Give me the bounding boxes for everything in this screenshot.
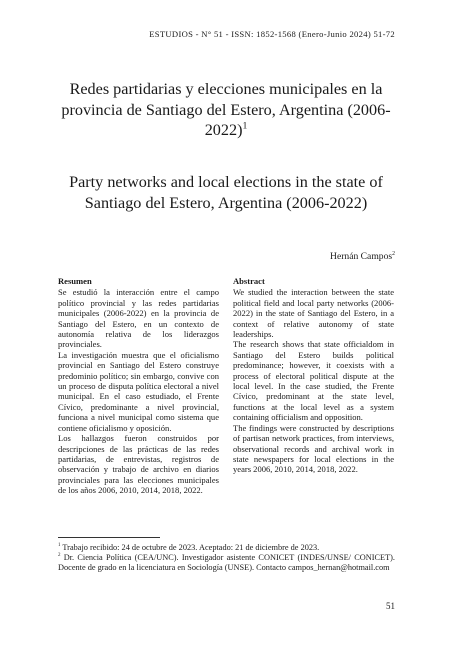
resumen-paragraph: Se estudió la interacción entre el campo político provincial y las redes partidarias municipales (2006-2022) en la provincia de Santiago del Estero, en un contexto de autonomía relativa de los liderazgos provinciales. xyxy=(58,287,219,350)
footnote-rule xyxy=(58,537,160,538)
abstract-paragraph: The findings were constructed by descriptions of partisan network practices, from interviews, observational records and archival work in state newspapers for local elections in the years 2006, 2010, 2014, 2018, 2022. xyxy=(233,422,394,475)
resumen-section xyxy=(58,276,219,496)
resumen-paragraph: La investigación muestra que el oficialismo provincial en Santiago del Estero construye predominio político; sin embargo, convive con un proceso de disputa política electoral a nivel municipal. En el caso estudiado, el Frente Cívico, predominante a nivel provincial, funciona a nivel municipal como sistema que contiene oficialismo y oposición. xyxy=(58,349,219,433)
footnote-2-text: Dr. Ciencia Política (CEA/UNC). Investigador asistente CONICET (INDES/UNSE/ CONICET). Docente de grado en la licenciatura en Sociología (UNSE). Contacto campos_hernan@hotmail.com xyxy=(58,553,395,573)
abstract-heading: Abstract xyxy=(233,276,265,286)
title-spanish xyxy=(58,79,394,141)
resumen-heading: Resumen xyxy=(58,276,92,286)
running-head: ESTUDIOS - N° 51 - ISSN: 1852-1568 (Enero-Junio 2024) 51-72 xyxy=(149,29,395,39)
abstract-section xyxy=(233,276,394,475)
author xyxy=(330,251,395,262)
resumen-paragraph: Los hallazgos fueron construidos por descripciones de las prácticas de las redes partidarias, de entrevistas, registros de observación y trabajo de archivo en diarios provinciales para las elecciones municipales de los años 2006, 2010, 2014, 2018, 2022. xyxy=(58,433,219,496)
page-number: 51 xyxy=(386,601,395,611)
author-name: Hernán Campos xyxy=(330,251,393,262)
footnote-2 xyxy=(58,553,395,573)
footnote-mark-1: 1 xyxy=(242,120,248,132)
title-spanish-text: Redes partidarias y elecciones municipales en la provincia de Santiago del Estero, Argentina (2006-2022) xyxy=(61,80,391,139)
footnote-1-mark: 1 xyxy=(58,543,61,549)
abstract-paragraph: We studied the interaction between the state political field and local party networks (2006-2022) in the state of Santiago del Estero, in a context of relative autonomy of state leaderships. xyxy=(233,287,394,340)
footnotes xyxy=(58,543,395,574)
footnote-mark-2: 2 xyxy=(392,250,395,257)
title-english: Party networks and local elections in the state of Santiago del Estero, Argentina (2006-2022) xyxy=(69,173,383,212)
footnote-1 xyxy=(58,543,395,553)
abstract-paragraph: The research shows that state officialdom in Santiago del Estero builds political predominance; however, it coexists with a process of electoral political dispute at the local level. In the case studied, the Frente Cívico, predominant at the state level, functions at the local level as a system containing officialism and opposition. xyxy=(233,339,394,423)
footnote-2-mark: 2 xyxy=(58,553,61,559)
footnote-1-text: Trabajo recibido: 24 de octubre de 2023. Aceptado: 21 de diciembre de 2023. xyxy=(60,543,320,552)
